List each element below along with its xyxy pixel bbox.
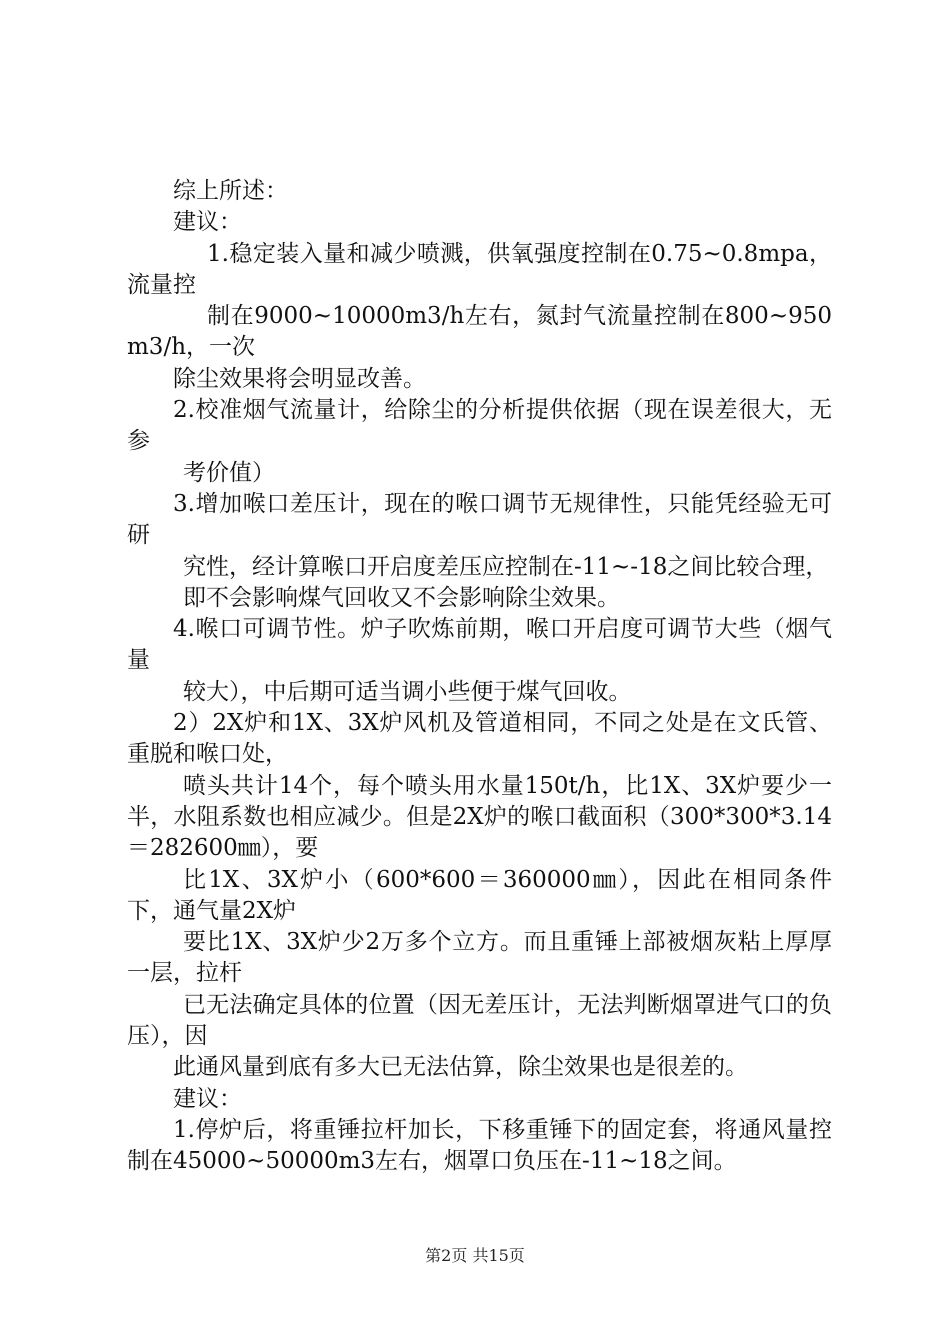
paragraph-suggestion-3-cont: 究性，经计算喉口开启度差压应控制在-11~-18之间比较合理， [183,553,829,580]
paragraph-suggestion-heading: 建议： [173,209,242,236]
page-number-footer: 第2页 共15页 [425,1246,525,1265]
paragraph-suggestion-heading-2: 建议： [173,1085,242,1112]
paragraph-furnace-2x: 2）2X炉和1X、3X炉风机及管道相同，不同之处是在文氏管、重脱和喉口处， [127,710,832,768]
paragraph-suggestion-4-cont: 较大），中后期可适当调小些便于煤气回收。 [183,678,632,705]
paragraph-suggestion-2-cont: 考价值） [183,459,275,486]
paragraph-conclusion: 此通风量到底有多大已无法估算，除尘效果也是很差的。 [173,1054,748,1081]
paragraph-suggestion-1-cont: 制在9000~10000m3/h左右，氮封气流量控制在800~950m3/h，一次 [127,303,832,361]
paragraph-airflow: 要比1X、3X炉少2万多个立方。而且重锤上部被烟灰粘上厚厚一层，拉杆 [127,929,832,987]
paragraph-suggestion-1-end: 除尘效果将会明显改善。 [173,365,426,392]
paragraph-summary-heading: 综上所述： [173,178,288,204]
paragraph-final-suggestion: 1.停炉后，将重锤拉杆加长，下移重锤下的固定套，将通风量控制在45000~50000m3左右，烟罩口负压在-11~18之间。 [127,1116,832,1175]
paragraph-suggestion-1: 1.稳定装入量和减少喷溅，供氧强度控制在0.75~0.8mpa，流量控 [127,240,832,298]
paragraph-suggestion-4: 4.喉口可调节性。炉子吹炼前期，喉口开启度可调节大些（烟气量 [127,616,832,674]
paragraph-suggestion-3: 3.增加喉口差压计，现在的喉口调节无规律性，只能凭经验无可研 [127,490,832,549]
paragraph-nozzles: 喷头共计14个，每个喷头用水量150t/h，比1X、3X炉要少一半，水阻系数也相应减少。但是2X炉的喉口截面积（300*300*3.14＝282600㎜），要 [127,772,832,862]
paragraph-comparison: 比1X、3X炉小（600*600＝360000㎜），因此在相同条件下，通气量2X炉 [127,866,832,924]
paragraph-suggestion-3-end: 即不会影响煤气回收又不会影响除尘效果。 [183,584,620,611]
document-body [127,176,832,1178]
paragraph-position: 已无法确定具体的位置（因无差压计，无法判断烟罩进气口的负压），因 [127,991,832,1050]
paragraph-suggestion-2: 2.校准烟气流量计，给除尘的分析提供依据（现在误差很大，无参 [127,397,832,455]
